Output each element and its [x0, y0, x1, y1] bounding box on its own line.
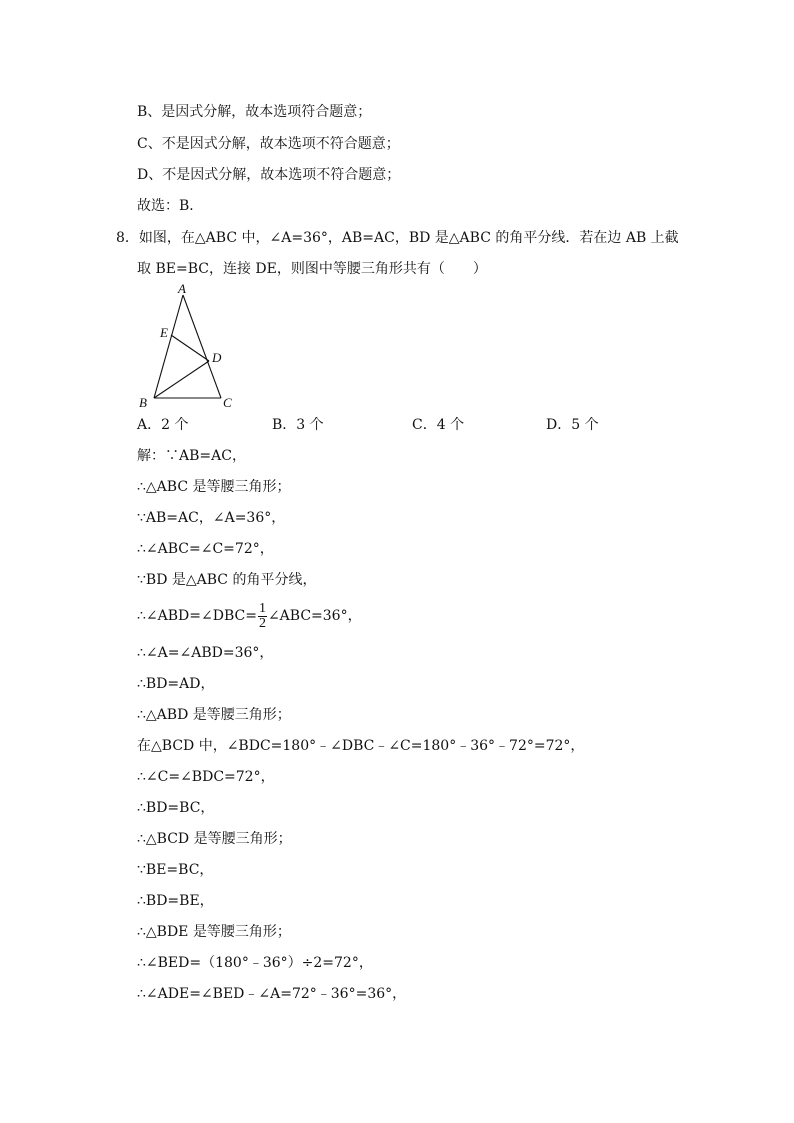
solution-line: ∴∠C=∠BDC=72°， [137, 769, 275, 785]
fraction-numerator: 1 [258, 600, 266, 616]
prev-answer-line-b: B、是因式分解，故本选项符合题意； [137, 104, 372, 120]
fraction-line-prefix: ∴∠ABD=∠DBC= [137, 608, 257, 624]
solution-line: ∴△ABC 是等腰三角形； [137, 479, 291, 495]
one-half-fraction [258, 602, 267, 631]
solution-line: ∴BD=AD， [137, 676, 215, 692]
label-a: A [178, 281, 186, 296]
prev-answer-line-d: D、不是因式分解，故本选项不符合题意； [137, 167, 401, 183]
solution-line: ∵BE=BC， [137, 862, 214, 878]
segment-ab [154, 295, 183, 398]
solution-line-fraction [137, 599, 362, 633]
option-c: C．4 个 [412, 417, 465, 433]
label-e: E [160, 325, 168, 340]
label-d: D [212, 350, 222, 365]
solution-line: ∴△ABD 是等腰三角形； [137, 707, 291, 723]
solution-line: 在△BCD 中，∠BDC=180°﹣∠DBC﹣∠C=180°﹣36°﹣72°=72°， [137, 738, 585, 754]
label-c: C [223, 395, 232, 410]
fraction-line-suffix: ∠ABC=36°， [267, 608, 362, 624]
option-a: A．2 个 [137, 417, 189, 433]
solution-line: ∴BD=BE， [137, 893, 214, 909]
solution-line: ∴∠A=∠ABD=36°， [137, 645, 274, 661]
solution-line: ∵BD 是△ABC 的角平分线， [137, 572, 317, 588]
segment-bd [154, 361, 209, 398]
segment-de [171, 335, 209, 361]
solution-line: 解：∵AB=AC， [137, 448, 246, 464]
prev-answer-line-c: C、不是因式分解，故本选项不符合题意； [137, 136, 400, 152]
solution-line: ∴BD=BC， [137, 800, 215, 816]
solution-line: ∴△BDE 是等腰三角形； [137, 924, 291, 940]
problem-statement-line2: 取 BE=BC，连接 DE，则图中等腰三角形共有（ ） [137, 261, 487, 277]
solution-line: ∴∠BED=（180°﹣36°）÷2=72°， [137, 955, 373, 971]
problem-statement-line1: 8．如图，在△ABC 中，∠A=36°，AB=AC，BD 是△ABC 的角平分线．若在边 AB 上截 [116, 230, 679, 246]
solution-line: ∴∠ABC=∠C=72°， [137, 541, 274, 557]
fraction-denominator: 2 [258, 615, 266, 631]
solution-line: ∵AB=AC，∠A=36°， [137, 510, 286, 526]
solution-line: ∴△BCD 是等腰三角形； [137, 831, 292, 847]
solution-line: ∴∠ADE=∠BED﹣∠A=72°﹣36°=36°， [137, 986, 407, 1002]
option-b: B．3 个 [272, 417, 324, 433]
option-d: D．5 个 [546, 417, 599, 433]
prev-answer-choose: 故选：B． [137, 198, 204, 214]
triangle-diagram [132, 278, 242, 413]
label-b: B [139, 395, 147, 410]
